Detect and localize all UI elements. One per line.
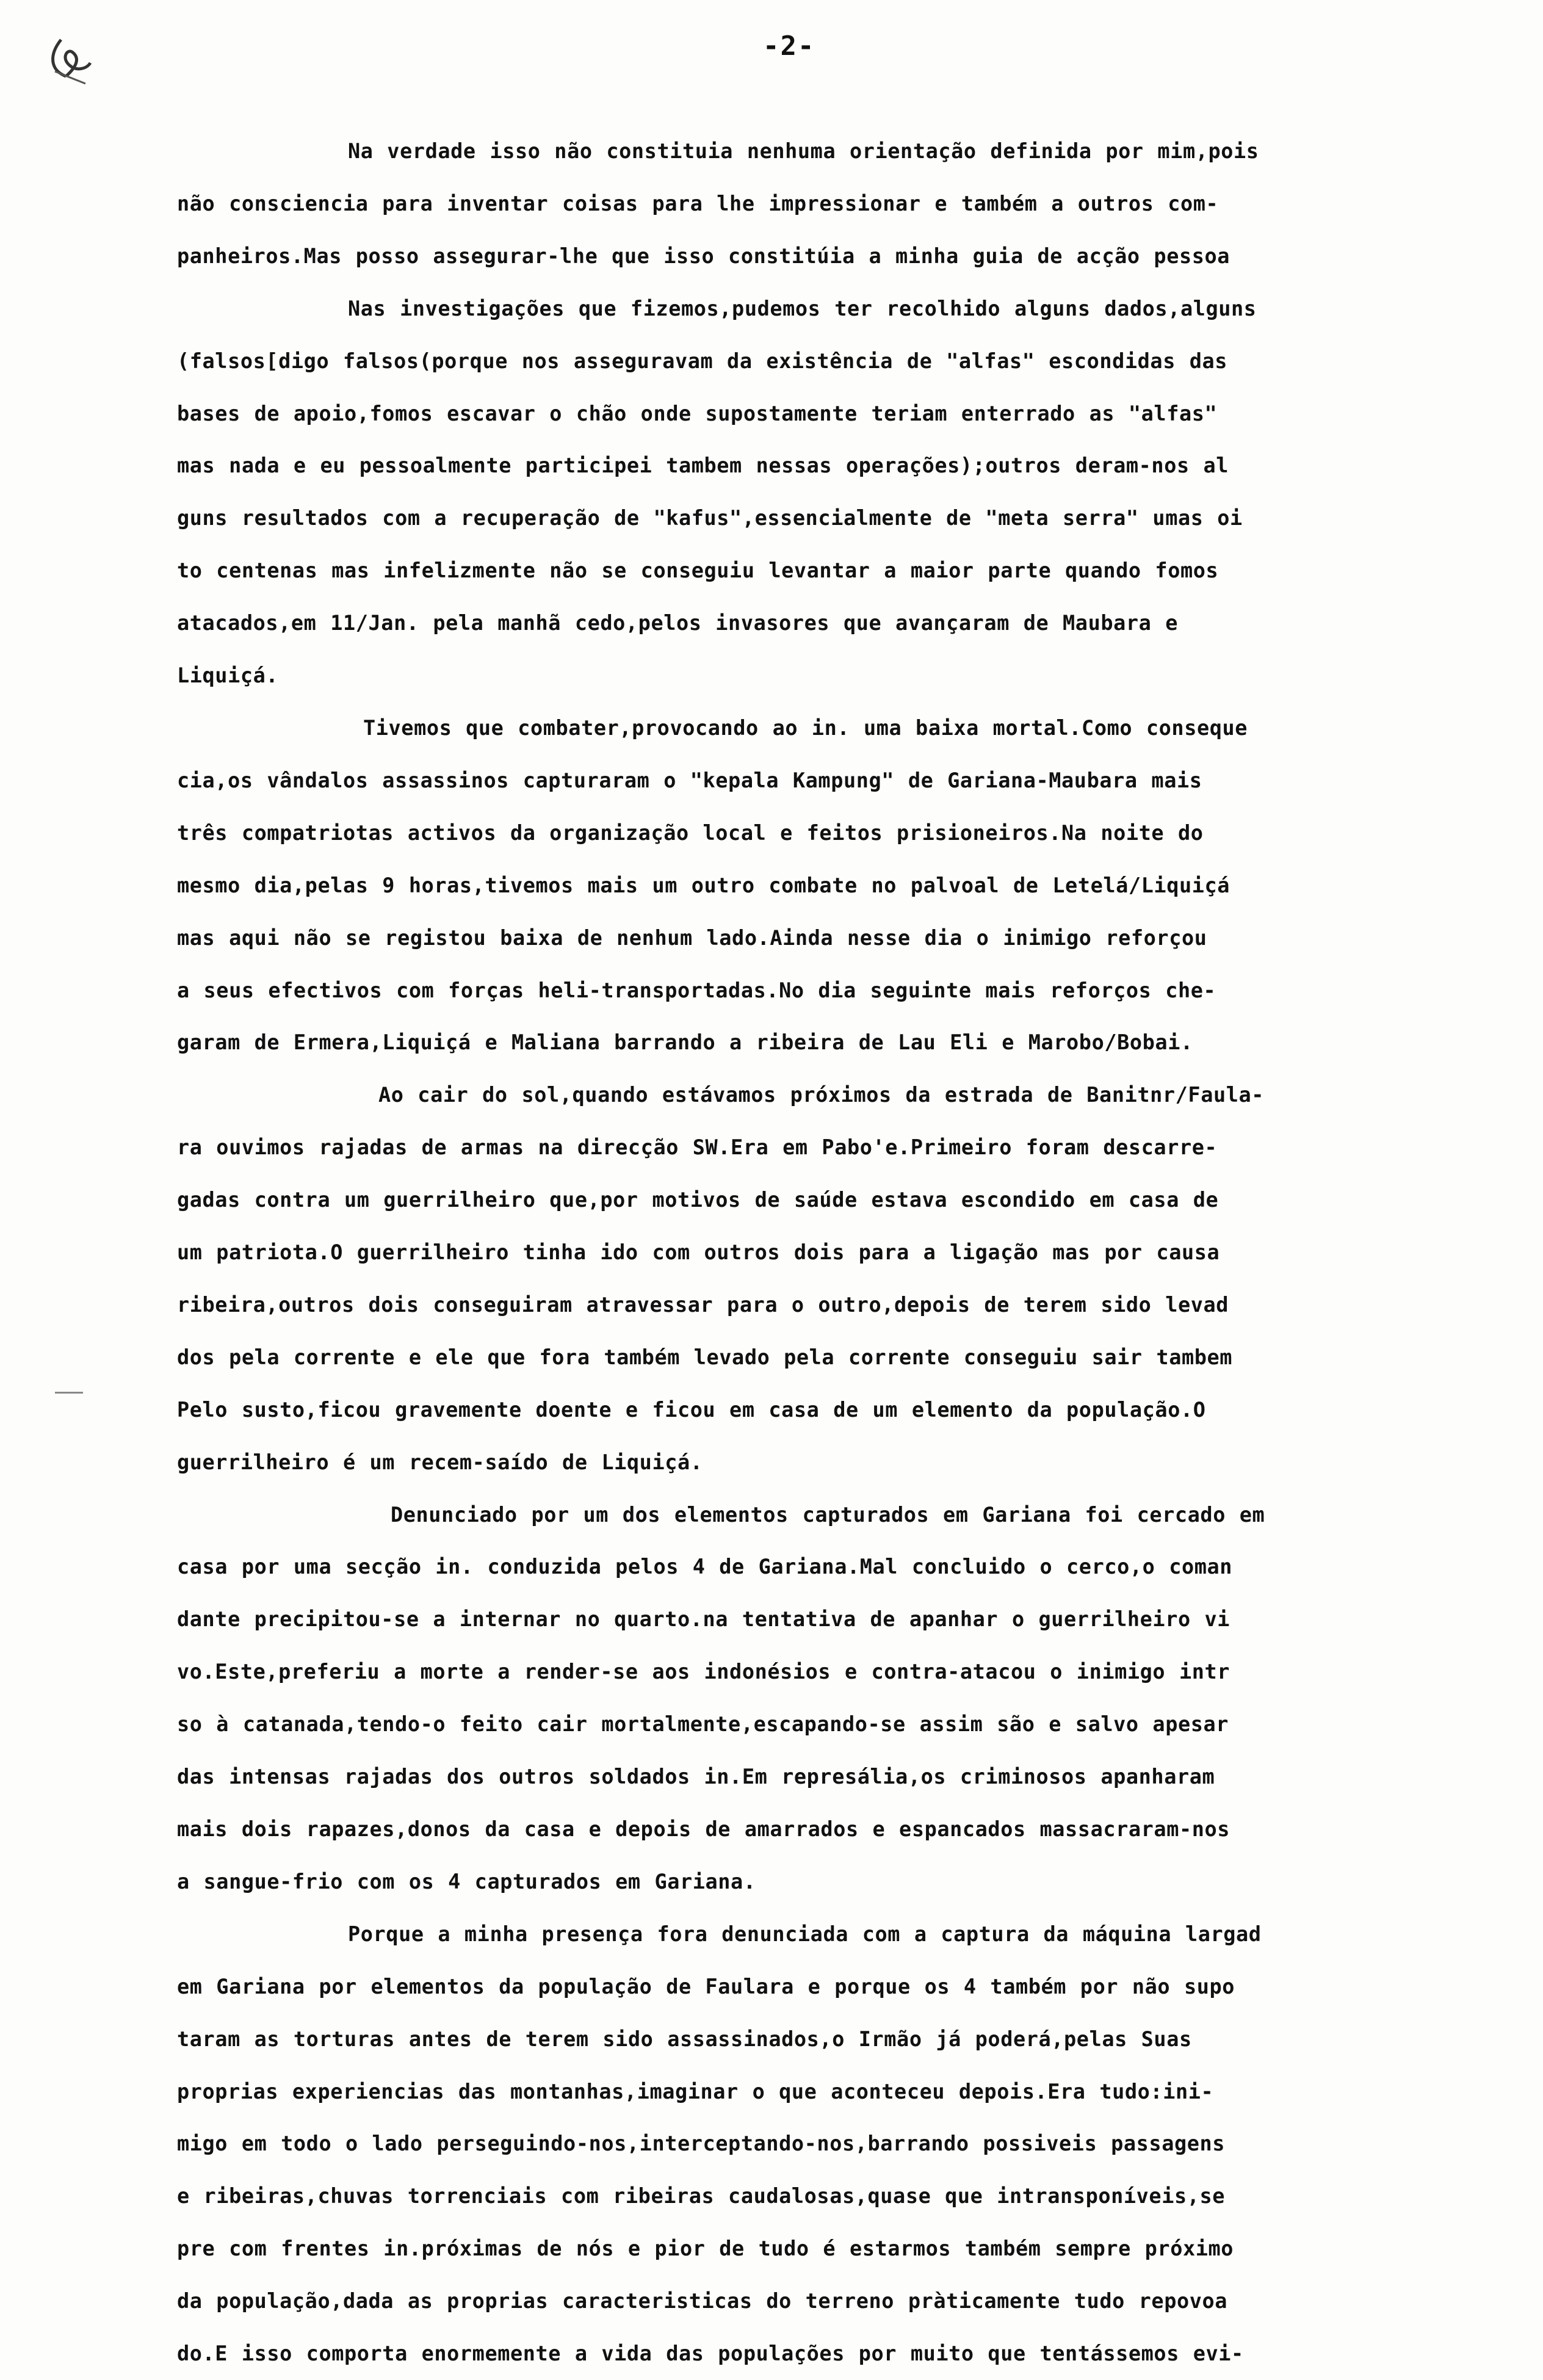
text-line: mas nada e eu pessoalmente participei tambem nessas operações);outros deram-nos al [177, 454, 1229, 478]
text-line: Pelo susto,ficou gravemente doente e ficou em casa de um elemento da população.O [177, 1397, 1206, 1422]
text-line: ra ouvimos rajadas de armas na direcção SW.Era em Pabo'e.Primeiro foram descarre- [177, 1135, 1218, 1160]
text-line: um patriota.O guerrilheiro tinha ido com outros dois para a ligação mas por causa [177, 1240, 1220, 1265]
text-line: a seus efectivos com forças heli-transportadas.No dia seguinte mais reforços che- [177, 978, 1216, 1002]
text-line: proprias experiencias das montanhas,imaginar o que aconteceu depois.Era tudo:ini- [177, 2079, 1214, 2103]
body-text [177, 125, 1447, 2380]
text-line: Nas investigações que fizemos,pudemos ter recolhido alguns dados,alguns [348, 296, 1257, 320]
margin-mark [55, 1392, 83, 1394]
text-line: migo em todo o lado perseguindo-nos,interceptando-nos,barrando possiveis passagens [177, 2132, 1226, 2156]
text-line: Ao cair do sol,quando estávamos próximos da estrada de Banitnr/Faula- [378, 1083, 1265, 1107]
text-line: Tivemos que combater,provocando ao in. uma baixa mortal.Como conseque [363, 715, 1248, 740]
text-line: das intensas rajadas dos outros soldados in.Em represália,os criminosos apanharam [177, 1765, 1215, 1789]
text-line: mas aqui não se registou baixa de nenhum lado.Ainda nesse dia o inimigo reforçou [177, 925, 1207, 950]
text-line: em Gariana por elementos da população de Faulara e porque os 4 também por não supo [177, 1974, 1235, 1998]
text-line: guerrilheiro é um recem-saído de Liquiçá. [177, 1450, 703, 1474]
text-line: gadas contra um guerrilheiro que,por motivos de saúde estava escondido em casa de [177, 1188, 1219, 1212]
text-line: taram as torturas antes de terem sido assassinados,o Irmão já poderá,pelas Suas [177, 2027, 1192, 2051]
paragraph-3 [177, 1069, 1447, 1488]
text-line: do.E isso comporta enormemente a vida das populações por muito que tentássemos evi- [177, 2342, 1244, 2366]
handwritten-mark [43, 34, 98, 89]
paragraph-5 [177, 1908, 1447, 2380]
text-line: (falsos[digo falsos(porque nos asseguravam da existência de "alfas" escondidas das [177, 349, 1228, 373]
paragraph-1 [177, 125, 1447, 702]
text-line: garam de Ermera,Liquiçá e Maliana barrando a ribeira de Lau Eli e Marobo/Bobai. [177, 1030, 1193, 1055]
text-line: mesmo dia,pelas 9 horas,tivemos mais um outro combate no palvoal de Letelá/Liquiçá [177, 873, 1230, 897]
text-line: cia,os vândalos assassinos capturaram o "kepala Kampung" de Gariana-Maubara mais [177, 768, 1202, 792]
text-line: atacados,em 11/Jan. pela manhã cedo,pelos invasores que avançaram de Maubara e [177, 611, 1178, 635]
text-line: ribeira,outros dois conseguiram atravessar para o outro,depois de terem sido levad [177, 1292, 1229, 1317]
paragraph-4 [177, 1489, 1447, 1908]
text-line: dante precipitou-se a internar no quarto.na tentativa de apanhar o guerrilheiro vi [177, 1607, 1230, 1632]
text-line: a sangue-frio com os 4 capturados em Gariana. [177, 1869, 756, 1894]
text-line: panheiros.Mas posso assegurar-lhe que isso constitúia a minha guia de acção pessoa [177, 244, 1230, 268]
text-line: Porque a minha presença fora denunciada com a captura da máquina largad [348, 1922, 1262, 1946]
text-line: so à catanada,tendo-o feito cair mortalmente,escapando-se assim são e salvo apesar [177, 1712, 1229, 1737]
text-line: três compatriotas activos da organização local e feitos prisioneiros.Na noite do [177, 820, 1204, 845]
text-line: casa por uma secção in. conduzida pelos 4 de Gariana.Mal concluido o cerco,o coman [177, 1555, 1233, 1579]
text-line: não consciencia para inventar coisas para lhe impressionar e também a outros com- [177, 191, 1219, 215]
text-line: da população,dada as proprias caracteristicas do terreno pràticamente tudo repovoa [177, 2289, 1228, 2313]
text-line: mais dois rapazes,donos da casa e depois de amarrados e espancados massacraram-nos [177, 1817, 1230, 1841]
text-line: pre com frentes in.próximas de nós e pior de tudo é estarmos também sempre próximo [177, 2237, 1234, 2261]
page-number: -2- [763, 31, 815, 62]
text-line: to centenas mas infelizmente não se conseguiu levantar a maior parte quando fomos [177, 559, 1219, 583]
text-line: Na verdade isso não constituia nenhuma orientação definida por mim,pois [348, 139, 1259, 163]
text-line: Denunciado por um dos elementos capturados em Gariana foi cercado em [391, 1502, 1265, 1527]
text-line: bases de apoio,fomos escavar o chão onde supostamente teriam enterrado as "alfas" [177, 401, 1218, 425]
paragraph-2 [177, 702, 1447, 1069]
text-line: Liquiçá. [177, 664, 279, 688]
text-line: vo.Este,preferiu a morte a render-se aos indonésios e contra-atacou o inimigo intr [177, 1660, 1230, 1684]
text-line: dos pela corrente e ele que fora também levado pela corrente conseguiu sair tambem [177, 1345, 1233, 1369]
text-line: guns resultados com a recuperação de "kafus",essencialmente de "meta serra" umas oi [177, 506, 1243, 530]
text-line: e ribeiras,chuvas torrenciais com ribeiras caudalosas,quase que intransponíveis,se [177, 2184, 1226, 2208]
